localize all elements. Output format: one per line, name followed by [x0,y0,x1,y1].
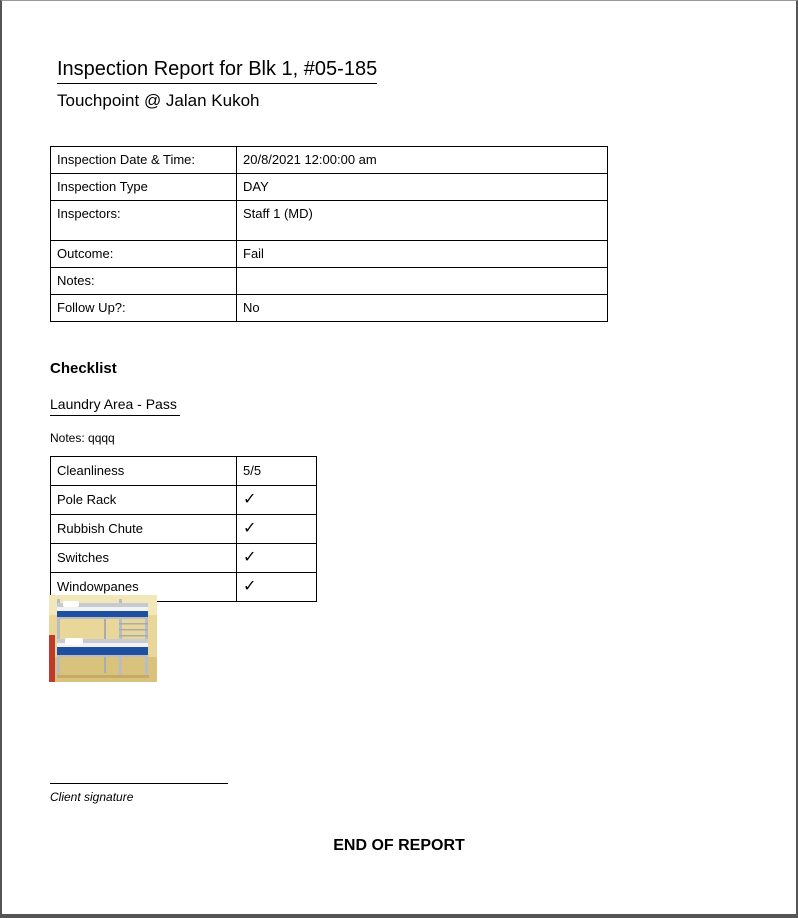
info-value: Fail [237,241,608,268]
checklist-row [51,515,317,544]
checkmark-icon: ✓ [237,515,317,544]
info-row-notes [51,268,608,295]
checklist-row [51,457,317,486]
checklist-item-label: Windowpanes [51,573,237,602]
info-row-inspectors [51,201,608,241]
inspection-photo-bunk-bed[interactable] [49,595,157,682]
info-value [237,268,608,295]
checkmark-icon: ✓ [237,486,317,515]
info-value: 20/8/2021 12:00:00 am [237,147,608,174]
info-row-date [51,147,608,174]
checklist-row [51,486,317,515]
client-signature-label: Client signature [50,790,134,804]
info-value: Staff 1 (MD) [237,201,608,241]
checkmark-icon: ✓ [237,573,317,602]
checklist-section-title: Laundry Area - Pass [50,396,180,416]
info-label: Notes: [51,268,237,295]
checklist-item-label: Rubbish Chute [51,515,237,544]
checklist-item-label: Cleanliness [51,457,237,486]
info-label: Inspectors: [51,201,237,241]
inspection-info-table [50,146,608,322]
checklist-section-notes: Notes: qqqq [50,431,115,445]
end-of-report: END OF REPORT [333,837,465,854]
report-title: Inspection Report for Blk 1, #05-185 [57,58,377,84]
info-label: Outcome: [51,241,237,268]
info-label: Follow Up?: [51,295,237,322]
checklist-item-value: 5/5 [237,457,317,486]
info-value: DAY [237,174,608,201]
info-row-outcome [51,241,608,268]
checklist-row [51,544,317,573]
info-row-follow-up [51,295,608,322]
checkmark-icon: ✓ [237,544,317,573]
info-value: No [237,295,608,322]
info-label: Inspection Type [51,174,237,201]
report-subtitle: Touchpoint @ Jalan Kukoh [57,91,260,110]
checklist-table [50,456,317,602]
checklist-item-label: Pole Rack [51,486,237,515]
info-label: Inspection Date & Time: [51,147,237,174]
info-row-type [51,174,608,201]
signature-line [50,783,228,784]
checklist-item-label: Switches [51,544,237,573]
bunk-bed-image [49,595,157,682]
checklist-heading: Checklist [50,360,117,377]
